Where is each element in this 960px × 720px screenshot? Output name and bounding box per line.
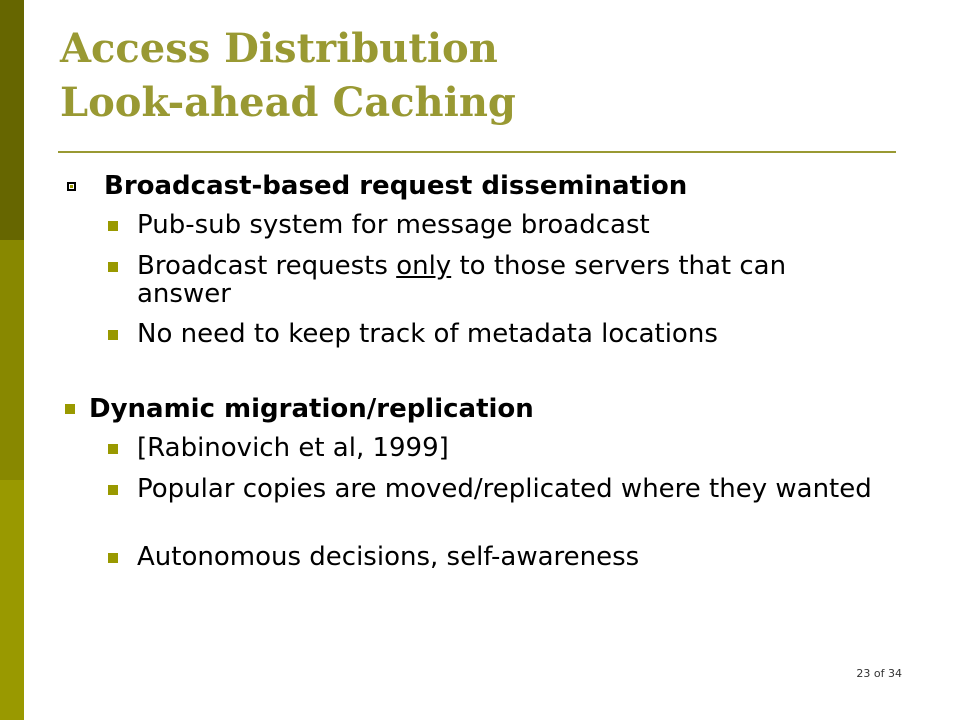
hollow-square-bullet-icon [67,182,76,191]
section-heading-broadcast: Broadcast-based request dissemination [104,171,688,201]
square-bullet-icon [65,404,75,414]
square-bullet-icon [108,553,118,563]
list-item: No need to keep track of metadata locations [137,319,718,349]
list-item: Autonomous decisions, self-awareness [137,542,640,572]
list-item [137,252,877,308]
square-bullet-icon [108,262,118,272]
list-item-underlined-word: only [396,251,452,281]
slide-title [60,22,516,130]
side-bar-bottom [0,480,24,720]
list-item-text-before: Broadcast requests [137,251,397,281]
side-bar-top [0,0,24,240]
title-divider [58,151,896,153]
page-number: 23 of 34 [856,667,902,680]
section-heading-migration: Dynamic migration/replication [89,394,534,424]
list-item: [Rabinovich et al, 1999] [137,433,449,463]
title-line-2: Look-ahead Caching [60,79,516,126]
list-item: Popular copies are moved/replicated where they wanted [137,474,872,504]
title-line-1: Access Distribution [60,25,498,72]
list-item: Pub-sub system for message broadcast [137,210,650,240]
square-bullet-icon [108,330,118,340]
square-bullet-icon [108,485,118,495]
square-bullet-icon [108,221,118,231]
list-item-text-after: to those servers that can answer [137,251,787,309]
side-bar-middle [0,240,24,480]
square-bullet-icon [108,444,118,454]
